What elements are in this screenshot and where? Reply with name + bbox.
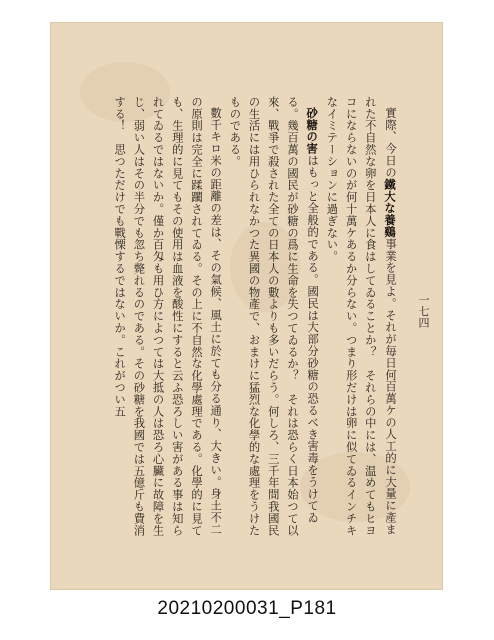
- paragraph: [322, 96, 400, 544]
- text-segment: 事業を見よ。それが毎日何百萬ケの人工的に大量に產まれた不自然な卵を日本人に食はしてゐることか？ それらの中には、温めてもヒヨコにならないのが何十萬ケあるか分らない。つまり形だけは卵に似てゐるインチキなイミテーションに過ぎない。: [325, 96, 397, 537]
- text-segment: 實際、今日の: [384, 107, 397, 179]
- emphasized-text: 鐵大な養鷄: [383, 178, 397, 239]
- body-text: [108, 96, 400, 544]
- paragraph: [110, 96, 225, 544]
- page-number: 一七四: [417, 294, 430, 329]
- text-segment: はもっと全般的である。國民は大部分砂糖の恐るべき害毒をうけてゐる。幾百萬の國民が砂糖の爲に生命を失つてゐるか？ それは恐らく日本始つて以來、戰爭で殺された全ての日本人の數よりも多いだらう。何しろ、三千年間我國民の生活には用ひられなかつた異國の物產で、おまけに猛烈な化學的な處理をうけたものである。: [228, 96, 320, 537]
- book-page: [50, 22, 443, 590]
- image-caption: 20210200031_P181: [157, 598, 337, 619]
- paragraph: [225, 96, 322, 544]
- text-segment: 數千キロ米の距離の差は、その氣候、風土に於ても分る通り、大きい。身土不二の原則は完全に蹂躙されてゐる。その上に不自然な化學處理である。化學的に見ても、生理的に見てもその使用は血液を酸性にすると云ふ恐ろしい害がある事は知られてゐるではないか。僅か百匁も用ひ方によつては大抵の人は恐ろ心臟に故障を生じ、弱い人はその半分でも忽ち斃れるのである。その砂糖を我國では五億斤も費消する！ 思つただけでも戰慄するではないか。これがつい五: [113, 96, 223, 537]
- emphasized-text: 砂糖の害: [305, 107, 320, 155]
